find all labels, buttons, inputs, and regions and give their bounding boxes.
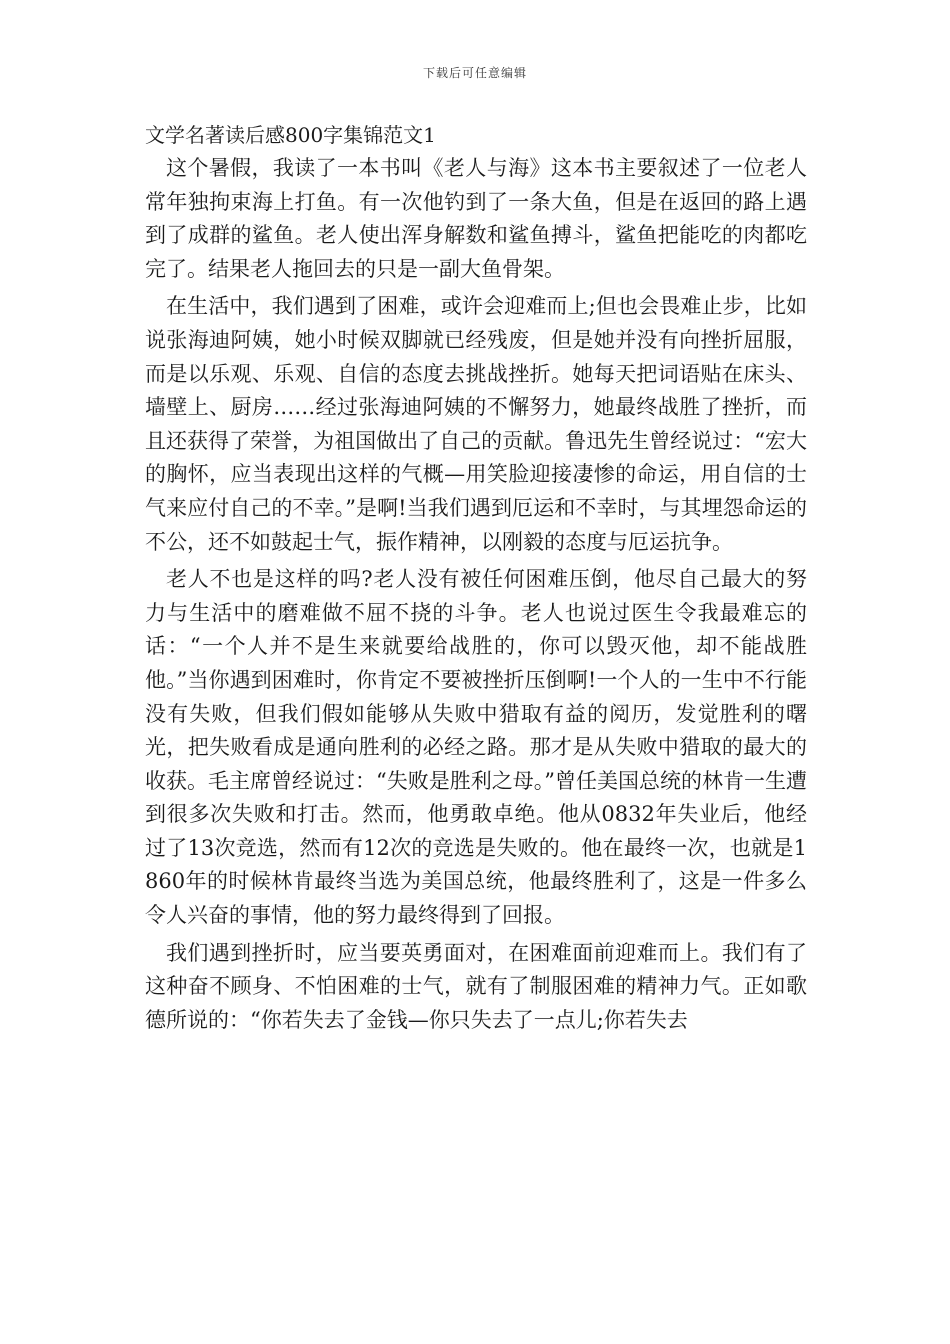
page-header-note: 下载后可任意编辑 xyxy=(422,66,527,80)
paragraph-4: 我们遇到挫折时，应当要英勇面对，在困难面前迎难而上。我们有了这种奋不顾身、不怕困难的士气，就有了制服困难的精神力气。正如歌德所说的：“你若失去了金钱—你只失去了一点儿;你若失去 xyxy=(145,940,807,1032)
paragraph-1: 这个暑假，我读了一本书叫《老人与海》这本书主要叙述了一位老人常年独拘束海上打鱼。有一次他钓到了一条大鱼，但是在返回的路上遇到了成群的鲨鱼。老人使出浑身解数和鲨鱼搏斗，鲨鱼把能吃的肉都吃完了。结果老人拖回去的只是一副大鱼骨架。 xyxy=(145,156,807,281)
paragraph-2: 在生活中，我们遇到了困难，或许会迎难而上;但也会畏难止步，比如说张海迪阿姨，她小时候双脚就已经残废，但是她并没有向挫折屈服，而是以乐观、乐观、自信的态度去挑战挫折。她每天把词语贴在床头、墙壁上、厨房……经过张海迪阿姨的不懈努力，她最终战胜了挫折，而且还获得了荣誉，为祖国做出了自己的贡献。鲁迅先生曾经说过：“宏大的胸怀，应当表现出这样的气概—用笑脸迎接凄惨的命运，用自信的士气来应付自己的不幸。”是啊!当我们遇到厄运和不幸时，与其埋怨命运的不公，还不如鼓起士气，振作精神，以刚毅的态度与厄运抗争。 xyxy=(145,294,807,554)
document-body xyxy=(145,118,807,1041)
document-title: 文学名著读后感800字集锦范文1 xyxy=(145,123,436,147)
paragraph-3: 老人不也是这样的吗?老人没有被任何困难压倒，他尽自己最大的努力与生活中的磨难做不屈不挠的斗争。老人也说过医生令我最难忘的话：“一个人并不是生来就要给战胜的，你可以毁灭他，却不能战胜他。”当你遇到困难时，你肯定不要被挫折压倒啊!一个人的一生中不行能没有失败，但我们假如能够从失败中猎取有益的阅历，发觉胜利的曙光，把失败看成是通向胜利的必经之路。那才是从失败中猎取的最大的收获。毛主席曾经说过：“失败是胜利之母。”曾任美国总统的林肯一生遭到很多次失败和打击。然而，他勇敢卓绝。他从0832年失业后，他经过了13次竞选，然而有12次的竞选是失败的。他在最终一次，也就是1860年的时候林肯最终当选为美国总统，他最终胜利了，这是一件多么令人兴奋的事情，他的努力最终得到了回报。 xyxy=(145,567,807,928)
